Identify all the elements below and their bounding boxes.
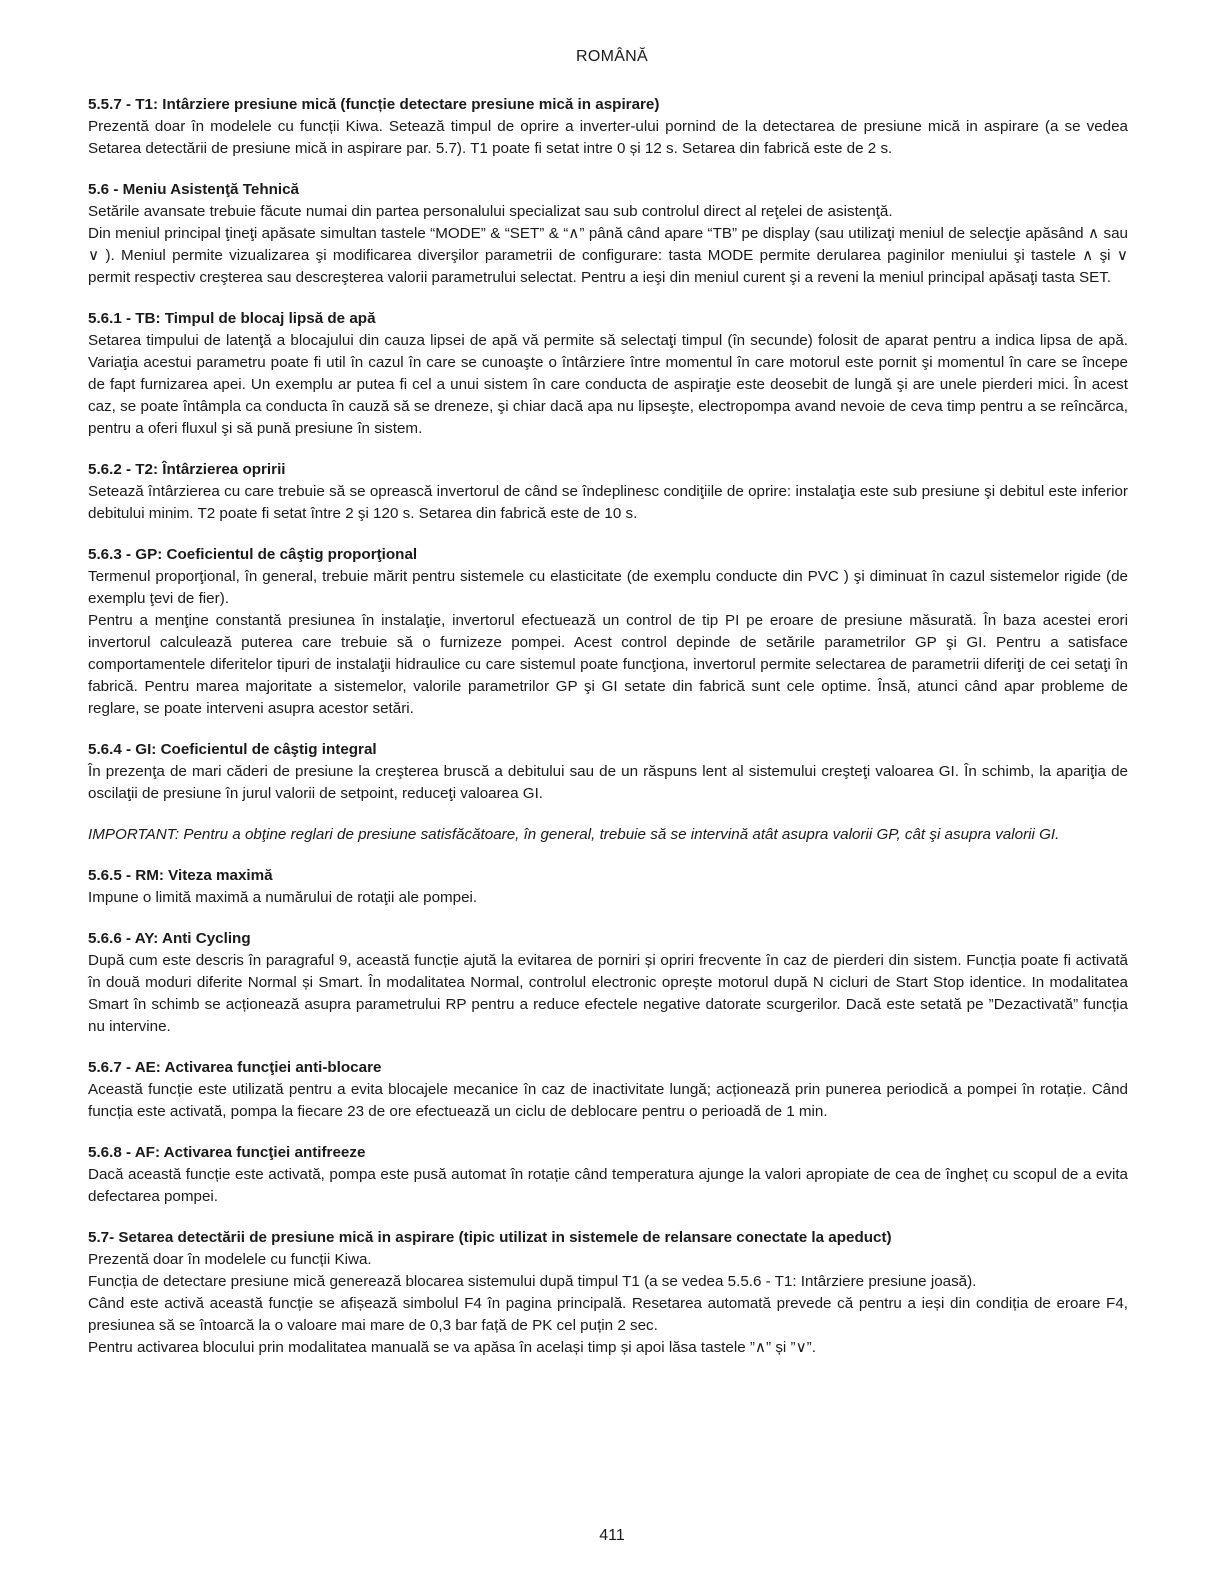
section-heading: 5.6.4 - GI: Coeficientul de câştig integral	[88, 741, 377, 758]
section-5-6-2	[88, 459, 1128, 525]
section-paragraph: Setările avansate trebuie făcute numai din partea personalului specializat sau sub controlul direct al reţelei de asistenţă.	[88, 203, 893, 220]
section-heading: 5.6.7 - AE: Activarea funcţiei anti-blocare	[88, 1059, 382, 1076]
section-5-7	[88, 1227, 1128, 1359]
section-paragraph: Această funcție este utilizată pentru a evita blocajele mecanice în caz de inactivitate lungă; acționează prin punerea periodică a pompei în rotație. Când funcția este activată, pompa la fiecare 23 de ore efectuează un ciclu de deblocare pentru o perioadă de 1 min.	[88, 1081, 1128, 1120]
section-paragraph: Setează întârzierea cu care trebuie să se oprească invertorul de când se îndeplinesc condiţiile de oprire: instalaţia este sub presiune şi debitul este inferior debitului minim. T2 poate fi setat între 2 şi 120 s. Setarea din fabrică este de 10 s.	[88, 483, 1128, 522]
section-paragraph: Funcția de detectare presiune mică generează blocarea sistemului după timpul T1 (a se vedea 5.5.6 - T1: Intârziere presiune joasă).	[88, 1273, 977, 1290]
language-header: ROMÂNĂ	[575, 48, 649, 65]
section-heading: 5.7- Setarea detectării de presiune mică in aspirare (tipic utilizat in sistemele de relansare conectate la apeduct)	[88, 1229, 892, 1246]
section-paragraph: Prezentă doar în modelele cu funcții Kiwa.	[88, 1251, 372, 1268]
section-paragraph: Dacă această funcție este activată, pompa este pusă automat în rotație când temperatura ajunge la valori apropiate de cea de îngheț cu scopul de a evita defectarea pompei.	[88, 1166, 1128, 1205]
section-heading: 5.6.1 - TB: Timpul de blocaj lipsă de apă	[88, 310, 376, 327]
section-paragraph: Prezentă doar în modelele cu funcții Kiwa. Setează timpul de oprire a inverter-ului pornind de la detectarea de presiune mică in aspirare (a se vedea Setarea detectării de presiune mică in aspirare par. 5.7). T1 poate fi setat intre 0 și 12 s. Setarea din fabrică este de 2 s.	[88, 118, 1128, 157]
section-heading: 5.6.3 - GP: Coeficientul de câştig proporţional	[88, 546, 418, 563]
section-5-6-5	[88, 865, 1128, 909]
section-5-6-7	[88, 1057, 1128, 1123]
section-heading: 5.6.6 - AY: Anti Cycling	[88, 930, 251, 947]
section-5-6-3	[88, 544, 1128, 720]
document-body	[88, 94, 1128, 1378]
section-heading: 5.6 - Meniu Asistenţă Tehnică	[88, 181, 299, 198]
section-5-6-4	[88, 739, 1128, 805]
section-heading: 5.6.2 - T2: Întârzierea opririi	[88, 461, 286, 478]
section-paragraph: Impune o limită maximă a numărului de rotaţii ale pompei.	[88, 889, 478, 906]
section-heading: 5.6.5 - RM: Viteza maximă	[88, 867, 273, 884]
section-paragraph: Pentru a menţine constantă presiunea în instalaţie, invertorul efectuează un control de tip PI pe eroare de presiune măsurată. În baza acestei erori invertorul calculează puterea care trebuie să o furnizeze pompei. Acest control depinde de setările parametrilor GP şi GI. Pentru a satisface comportamentele diferitelor tipuri de instalaţii hidraulice cu care sistemul poate funcţiona, invertorul permite selectarea de parametrii diferiţi de cei setaţi în fabrică. Pentru marea majoritate a sistemelor, valorile parametrilor GP şi GI setate din fabrică sunt cele optime. Însă, atunci când apar probleme de reglare, se poate interveni asupra acestor setări.	[88, 612, 1128, 717]
section-paragraph: Din meniul principal ţineţi apăsate simultan tastele “MODE” & “SET” & “∧” până când apare “TB” pe display (sau utilizaţi meniul de selecţie apăsând ∧ sau ∨ ). Meniul permite vizualizarea şi modificarea diverşilor parametrii de configurare: tasta MODE permite derularea paginilor meniului şi tastele ∧ şi ∨ permit respectiv creşterea sau descreşterea valorii parametrului selectat. Pentru a ieşi din meniul curent şi a reveni la meniul principal apăsaţi tasta SET.	[88, 225, 1128, 286]
section-paragraph: Pentru activarea blocului prin modalitatea manuală se va apăsa în același timp și apoi lăsa tastele ”∧” și ”∨”.	[88, 1339, 816, 1356]
section-5-6-6	[88, 928, 1128, 1038]
section-paragraph: Setarea timpului de latenţă a blocajului din cauza lipsei de apă vă permite să selectaţi timpul (în secunde) folosit de aparat pentru a indica lipsa de apă. Variaţia acestui parametru poate fi util în cazul în care se cunoaşte o întârziere între momentul în care motorul este pornit şi momentul în care se începe de fapt furnizarea apei. Un exemplu ar putea fi cel a unui sistem în care conducta de aspiraţie este deosebit de lungă şi are unele pierderi mici. În acest caz, se poate întâmpla ca conducta în cauză să se dreneze, şi chiar dacă apa nu lipseşte, electropompa avand nevoie de ceva timp pentru a se reîncărca, pentru a oferi fluxul şi să pună presiune în sistem.	[88, 332, 1128, 437]
section-paragraph: În prezenţa de mari căderi de presiune la creşterea bruscă a debitului sau de un răspuns lent al sistemului creşteţi valoarea GI. În schimb, la apariţia de oscilaţii de presiune în jurul valorii de setpoint, reduceţi valoarea GI.	[88, 763, 1128, 802]
section-5-6-1	[88, 308, 1128, 440]
section-5-5-7	[88, 94, 1128, 160]
section-paragraph: Termenul proporţional, în general, trebuie mărit pentru sistemele cu elasticitate (de exemplu conducte din PVC ) şi diminuat în cazul sistemelor rigide (de exemplu ţevi de fier).	[88, 568, 1128, 607]
section-5-6-8	[88, 1142, 1128, 1208]
section-heading: 5.6.8 - AF: Activarea funcţiei antifreeze	[88, 1144, 366, 1161]
section-paragraph: Când este activă această funcție se afișează simbolul F4 în pagina principală. Resetarea automată prevede că pentru a ieși din condiția de eroare F4, presiunea să se întoarcă la o valoare mai mare de 0,3 bar față de PK cel puțin 2 sec.	[88, 1295, 1128, 1334]
section-heading: 5.5.7 - T1: Intârziere presiune mică (funcție detectare presiune mică in aspirare)	[88, 96, 660, 113]
section-5-6	[88, 179, 1128, 289]
section-paragraph: După cum este descris în paragraful 9, această funcție ajută la evitarea de porniri și opriri frecvente în caz de pierderi din sistem. Funcția poate fi activată în două moduri diferite Normal și Smart. În modalitatea Normal, controlul electronic oprește motorul după N cicluri de Start Stop identice. In modalitatea Smart în schimb se acționează asupra parametrului RP pentru a reduce efectele negative datorate scurgerilor. Dacă este setată pe ”Dezactivată” funcția nu intervine.	[88, 952, 1128, 1035]
important-note: IMPORTANT: Pentru a obţine reglari de presiune satisfăcătoare, în general, trebuie să se intervină atât asupra valorii GP, cât şi asupra valorii GI.	[88, 826, 1060, 843]
page-number: 411	[599, 1527, 625, 1544]
